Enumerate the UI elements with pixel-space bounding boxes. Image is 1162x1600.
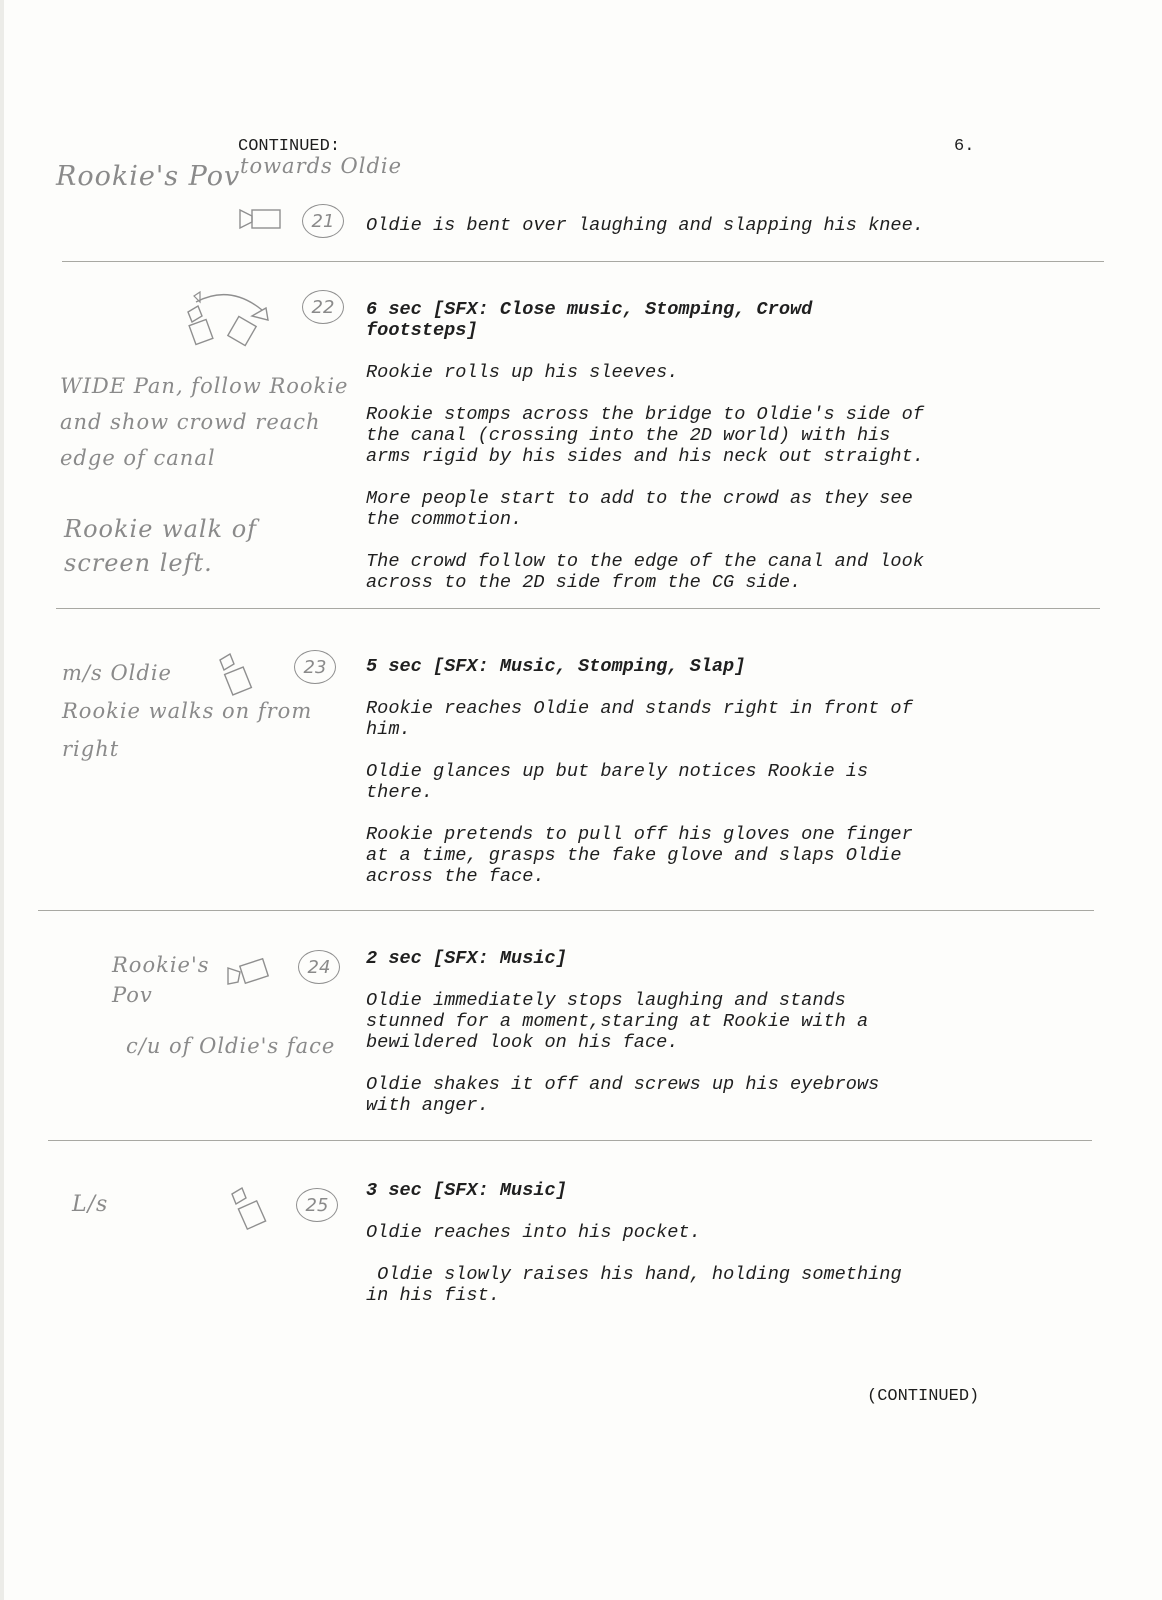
shot-22-paragraph: More people start to add to the crowd as they see the commotion. — [366, 488, 913, 530]
shot-23-note: m/s Oldie Rookie walks on from right — [62, 661, 313, 761]
shot-22-paragraph: Rookie rolls up his sleeves. — [366, 362, 679, 383]
shot-24-note-pov: Rookie's Pov — [112, 953, 210, 1007]
footer-continued: (CONTINUED) — [867, 1387, 980, 1406]
shot-21-note-pov: Rookie's Pov — [56, 161, 241, 192]
shot-divider — [56, 608, 1100, 609]
shot-25-camera-sketch — [228, 1184, 274, 1234]
shot-25-number: 25 — [296, 1188, 338, 1222]
shot-divider — [38, 910, 1094, 911]
shot-23-paragraph: Rookie reaches Oldie and stands right in front of him. — [366, 698, 913, 740]
shot-divider — [62, 261, 1104, 262]
shot-24-note-closeup: c/u of Oldie's face — [126, 1034, 336, 1058]
shot-22-paragraph: Rookie stomps across the bridge to Oldie's side of the canal (crossing into the 2D world) with his arms rigid by his sides and his neck out straight. — [366, 404, 924, 467]
shot-25-heading: 3 sec [SFX: Music] — [366, 1180, 567, 1201]
page-edge — [0, 0, 4, 1600]
shot-25-paragraph: Oldie reaches into his pocket. — [366, 1222, 701, 1243]
shot-21-camera-sketch — [238, 206, 288, 232]
shot-22-note-pan: WIDE Pan, follow Rookie and show crowd reach edge of canal — [60, 374, 349, 470]
shot-21-number: 21 — [302, 204, 344, 238]
shot-24-number: 24 — [298, 950, 340, 984]
shot-24-paragraph: Oldie shakes it off and screws up his eyebrows with anger. — [366, 1074, 880, 1116]
shot-23-number: 23 — [294, 650, 336, 684]
page-number: 6. — [954, 137, 975, 156]
shot-23-paragraph: Rookie pretends to pull off his gloves one finger at a time, grasps the fake glove and slaps Oldie across the face. — [366, 824, 913, 887]
shot-22-note-exit: Rookie walk of screen left. — [64, 515, 258, 577]
shot-25-note: L/s — [72, 1192, 109, 1217]
shot-22-number: 22 — [302, 290, 344, 324]
shot-24-paragraph: Oldie immediately stops laughing and stands stunned for a moment,staring at Rookie with a bewildered look on his face. — [366, 990, 869, 1053]
shot-21-note-direction: towards Oldie — [240, 154, 403, 178]
shot-22-paragraph: The crowd follow to the edge of the canal and look across to the 2D side from the CG side. — [366, 551, 924, 593]
shot-25-paragraph: Oldie slowly raises his hand, holding something in his fist. — [366, 1264, 902, 1306]
shot-21-paragraph: Oldie is bent over laughing and slapping his knee. — [366, 215, 924, 236]
shot-24-heading: 2 sec [SFX: Music] — [366, 948, 567, 969]
shot-22-camera-sketch — [182, 290, 276, 356]
shot-divider — [48, 1140, 1092, 1141]
shot-22-heading: 6 sec [SFX: Close music, Stomping, Crowd footsteps] — [366, 299, 813, 341]
shot-23-heading: 5 sec [SFX: Music, Stomping, Slap] — [366, 656, 746, 677]
shot-23-camera-sketch — [214, 650, 258, 700]
shot-23-paragraph: Oldie glances up but barely notices Rookie is there. — [366, 761, 869, 803]
header-continued: CONTINUED: — [238, 137, 341, 156]
shot-24-camera-sketch — [226, 956, 276, 990]
